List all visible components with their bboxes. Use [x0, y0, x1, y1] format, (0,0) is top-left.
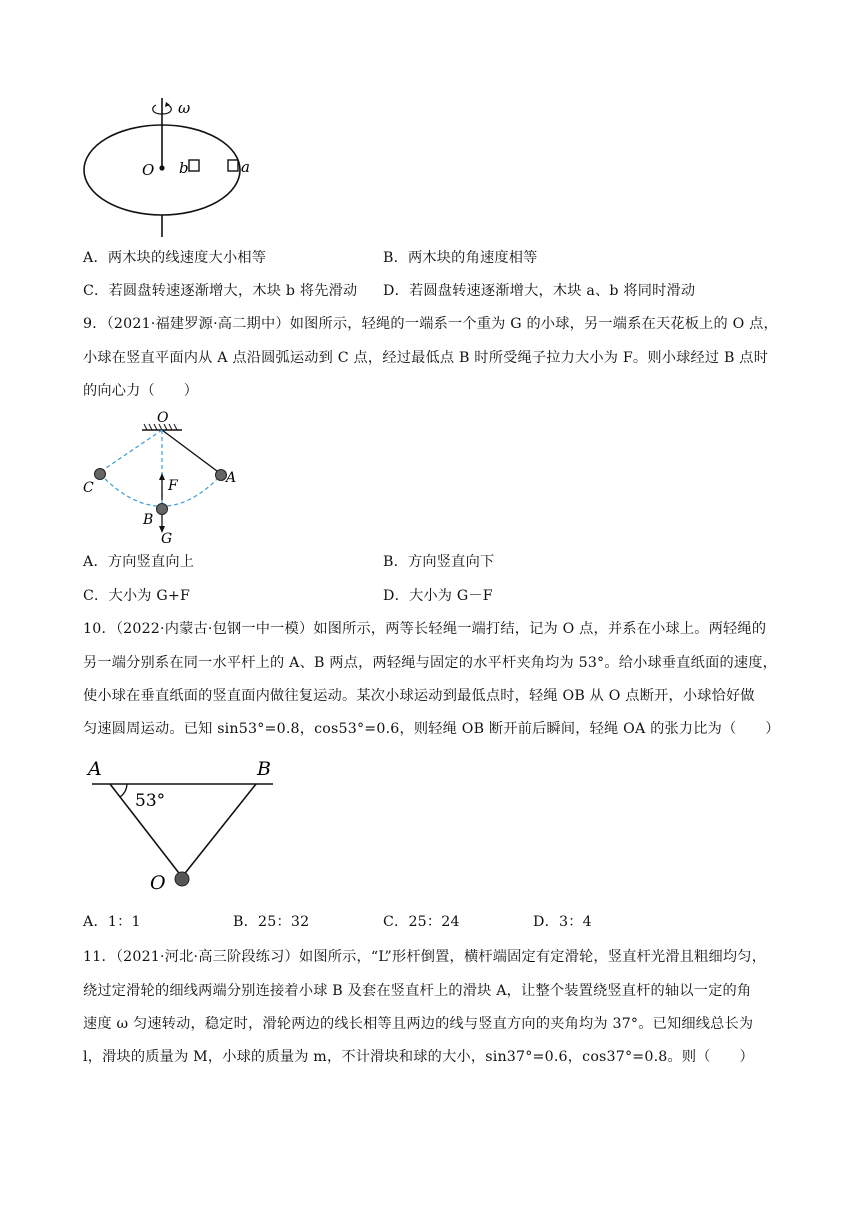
q10-option-c: C．25：24: [383, 914, 460, 930]
ball-B: [157, 504, 168, 515]
angle-label: 53°: [135, 791, 166, 811]
q9-option-d: D．大小为 G－F: [383, 588, 493, 604]
q11-line-3: 速度 ω 匀速转动，稳定时，滑轮两边的线长相等且两边的线与竖直方向的夹角均为 37°。已知细线总长为: [83, 1016, 754, 1032]
q9-option-c: C．大小为 G+F: [83, 588, 190, 604]
omega-label: ω: [178, 99, 191, 117]
label-B: B: [257, 758, 271, 780]
pendulum-figure: [80, 410, 250, 545]
q10-option-b: B．25：32: [233, 914, 310, 930]
two-strings-figure: [80, 755, 290, 895]
block-b: [189, 160, 199, 171]
q10-option-d: D．3：4: [533, 914, 592, 930]
q10-option-a: A．1：1: [83, 914, 141, 930]
ball-O: [175, 872, 189, 886]
label-F: F: [168, 478, 178, 494]
center-O-label: O: [142, 161, 155, 179]
block-b-label: b: [179, 159, 189, 177]
ball-C: [95, 469, 106, 480]
q9-option-b: B．方向竖直向下: [383, 554, 495, 570]
q11-line-2: 绕过定滑轮的细线两端分别连接着小球 B 及套在竖直杆上的滑块 A，让整个装置绕竖直杆的轴以一定的角: [83, 983, 752, 999]
label-G: G: [161, 531, 173, 545]
center-dot: [159, 165, 164, 170]
block-a: [228, 160, 238, 171]
rotating-disk-figure: [80, 95, 280, 240]
q8-option-b: B．两木块的角速度相等: [383, 250, 538, 266]
label-A: A: [226, 470, 237, 486]
q9-line-1: 9．（2021·福建罗源·高二期中）如图所示，轻绳的一端系一个重为 G 的小球，另一端系在天花板上的 O 点，: [83, 316, 778, 332]
q8-option-c: C．若圆盘转速逐渐增大，木块 b 将先滑动: [83, 283, 358, 299]
q9-option-a: A．方向竖直向上: [83, 554, 195, 570]
q11-line-1: 11．（2021·河北·高三阶段练习）如图所示，“L”形杆倒置，横杆端固定有定滑轮，竖直杆光滑且粗细均匀，: [83, 949, 767, 965]
angle-arc: [120, 784, 127, 797]
string-OB: [182, 784, 256, 877]
label-O: O: [150, 872, 166, 894]
q10-line-4: 匀速圆周运动。已知 sin53°=0.8，cos53°=0.6，则轻绳 OB 断开前后瞬间，轻绳 OA 的张力比为（ ）: [83, 721, 780, 737]
q10-line-1: 10．（2022·内蒙古·包钢一中一模）如图所示，两等长轻绳一端打结，记为 O 点，并系在小球上。两轻绳的: [83, 621, 767, 637]
q10-line-3: 使小球在垂直纸面的竖直面内做往复运动。某次小球运动到最低点时，轻绳 OB 从 O 点断开，小球恰好做: [83, 688, 755, 704]
label-C: C: [83, 480, 94, 496]
label-B: B: [143, 512, 154, 528]
pivot-O-label: O: [157, 410, 169, 426]
q8-option-a: A．两木块的线速度大小相等: [83, 250, 267, 266]
q9-line-2: 小球在竖直平面内从 A 点沿圆弧运动到 C 点，经过最低点 B 时所受绳子拉力大小为 F。则小球经过 B 点时: [83, 350, 769, 366]
string-to-A: [162, 430, 221, 474]
q11-line-4: l，滑块的质量为 M，小球的质量为 m，不计滑块和球的大小，sin37°=0.6，cos37°=0.8。则（ ）: [83, 1049, 754, 1065]
q9-line-3: 的向心力（ ）: [83, 383, 199, 399]
dashed-to-C: [100, 430, 162, 472]
q8-option-d: D．若圆盘转速逐渐增大，木块 a、b 将同时滑动: [383, 283, 696, 299]
q10-line-2: 另一端分别系在同一水平杆上的 A、B 两点，两轻绳与固定的水平杆夹角均为 53°。给小球垂直纸面的速度，: [83, 655, 778, 671]
label-A: A: [88, 758, 102, 780]
ball-A: [216, 470, 227, 481]
block-a-label: a: [241, 158, 250, 176]
